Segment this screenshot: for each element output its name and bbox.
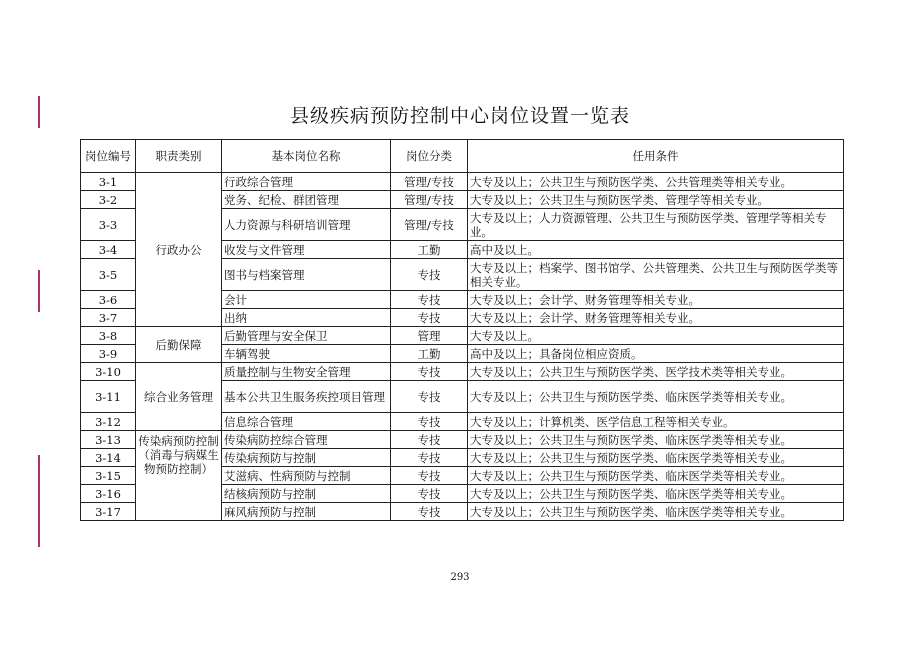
header-post-type: 岗位分类 <box>391 140 468 173</box>
category-logistics: 后勤保障 <box>136 327 222 363</box>
post-type: 工勤 <box>391 345 468 363</box>
category-admin: 行政办公 <box>136 173 222 327</box>
margin-mark <box>38 455 40 547</box>
post-code: 3-2 <box>81 191 136 209</box>
post-type: 专技 <box>391 259 468 291</box>
post-type: 管理/专技 <box>391 209 468 241</box>
post-type: 专技 <box>391 291 468 309</box>
header-category: 职责类别 <box>136 140 222 173</box>
post-table <box>80 139 844 521</box>
post-type: 专技 <box>391 449 468 467</box>
post-requirements: 大专及以上；公共卫生与预防医学类、临床医学类等相关专业。 <box>468 485 844 503</box>
post-requirements: 大专及以上；公共卫生与预防医学类、公共管理类等相关专业。 <box>468 173 844 191</box>
category-business: 综合业务管理 <box>136 363 222 431</box>
post-name: 图书与档案管理 <box>222 259 391 291</box>
post-code: 3-5 <box>81 259 136 291</box>
post-requirements: 大专及以上；会计学、财务管理等相关专业。 <box>468 291 844 309</box>
post-code: 3-4 <box>81 241 136 259</box>
post-code: 3-9 <box>81 345 136 363</box>
post-type: 专技 <box>391 413 468 431</box>
post-name: 麻风病预防与控制 <box>222 503 391 521</box>
post-name: 会计 <box>222 291 391 309</box>
post-code: 3-13 <box>81 431 136 449</box>
post-requirements: 大专及以上；计算机类、医学信息工程等相关专业。 <box>468 413 844 431</box>
post-name: 结核病预防与控制 <box>222 485 391 503</box>
post-requirements: 大专及以上；公共卫生与预防医学类、临床医学类等相关专业。 <box>468 503 844 521</box>
post-name: 行政综合管理 <box>222 173 391 191</box>
post-code: 3-14 <box>81 449 136 467</box>
post-code: 3-10 <box>81 363 136 381</box>
post-type: 专技 <box>391 485 468 503</box>
post-code: 3-6 <box>81 291 136 309</box>
header-requirements: 任用条件 <box>468 140 844 173</box>
post-name: 质量控制与生物安全管理 <box>222 363 391 381</box>
post-code: 3-3 <box>81 209 136 241</box>
post-code: 3-17 <box>81 503 136 521</box>
post-name: 信息综合管理 <box>222 413 391 431</box>
post-code: 3-1 <box>81 173 136 191</box>
table-row <box>81 363 844 381</box>
table-row <box>81 173 844 191</box>
post-requirements: 大专及以上；档案学、图书馆学、公共管理类、公共卫生与预防医学类等相关专业。 <box>468 259 844 291</box>
post-type: 管理/专技 <box>391 191 468 209</box>
post-code: 3-16 <box>81 485 136 503</box>
table-header-row <box>81 140 844 173</box>
post-code: 3-7 <box>81 309 136 327</box>
post-type: 专技 <box>391 467 468 485</box>
post-name: 车辆驾驶 <box>222 345 391 363</box>
table-row <box>81 327 844 345</box>
post-requirements: 高中及以上。 <box>468 241 844 259</box>
post-code: 3-11 <box>81 381 136 413</box>
post-code: 3-15 <box>81 467 136 485</box>
post-requirements: 大专及以上；人力资源管理、公共卫生与预防医学类、管理学等相关专业。 <box>468 209 844 241</box>
post-requirements: 大专及以上；公共卫生与预防医学类、医学技术类等相关专业。 <box>468 363 844 381</box>
post-name: 收发与文件管理 <box>222 241 391 259</box>
post-name: 出纳 <box>222 309 391 327</box>
post-requirements: 大专及以上。 <box>468 327 844 345</box>
post-code: 3-12 <box>81 413 136 431</box>
category-infectious: 传染病预防控制（消毒与病媒生物预防控制） <box>136 431 222 521</box>
post-name: 传染病预防与控制 <box>222 449 391 467</box>
post-type: 专技 <box>391 309 468 327</box>
page-number: 293 <box>450 572 470 583</box>
margin-mark <box>38 270 40 312</box>
post-type: 管理/专技 <box>391 173 468 191</box>
post-requirements: 大专及以上；公共卫生与预防医学类、临床医学类等相关专业。 <box>468 467 844 485</box>
post-type: 专技 <box>391 503 468 521</box>
post-type: 工勤 <box>391 241 468 259</box>
header-post-name: 基本岗位名称 <box>222 140 391 173</box>
post-requirements: 大专及以上；会计学、财务管理等相关专业。 <box>468 309 844 327</box>
post-type: 专技 <box>391 431 468 449</box>
post-name: 艾滋病、性病预防与控制 <box>222 467 391 485</box>
page-title: 县级疾病预防控制中心岗位设置一览表 <box>289 105 630 127</box>
post-requirements: 大专及以上；公共卫生与预防医学类、临床医学类等相关专业。 <box>468 381 844 413</box>
post-type: 专技 <box>391 381 468 413</box>
post-type: 专技 <box>391 363 468 381</box>
post-requirements: 大专及以上；公共卫生与预防医学类、临床医学类等相关专业。 <box>468 431 844 449</box>
post-code: 3-8 <box>81 327 136 345</box>
post-name: 后勤管理与安全保卫 <box>222 327 391 345</box>
post-requirements: 高中及以上；具备岗位相应资质。 <box>468 345 844 363</box>
post-name: 传染病防控综合管理 <box>222 431 391 449</box>
post-type: 管理 <box>391 327 468 345</box>
post-name: 基本公共卫生服务疾控项目管理 <box>222 381 391 413</box>
post-name: 人力资源与科研培训管理 <box>222 209 391 241</box>
post-requirements: 大专及以上；公共卫生与预防医学类、管理学等相关专业。 <box>468 191 844 209</box>
post-requirements: 大专及以上；公共卫生与预防医学类、临床医学类等相关专业。 <box>468 449 844 467</box>
table-row <box>81 431 844 449</box>
post-name: 党务、纪检、群团管理 <box>222 191 391 209</box>
header-code: 岗位编号 <box>81 140 136 173</box>
